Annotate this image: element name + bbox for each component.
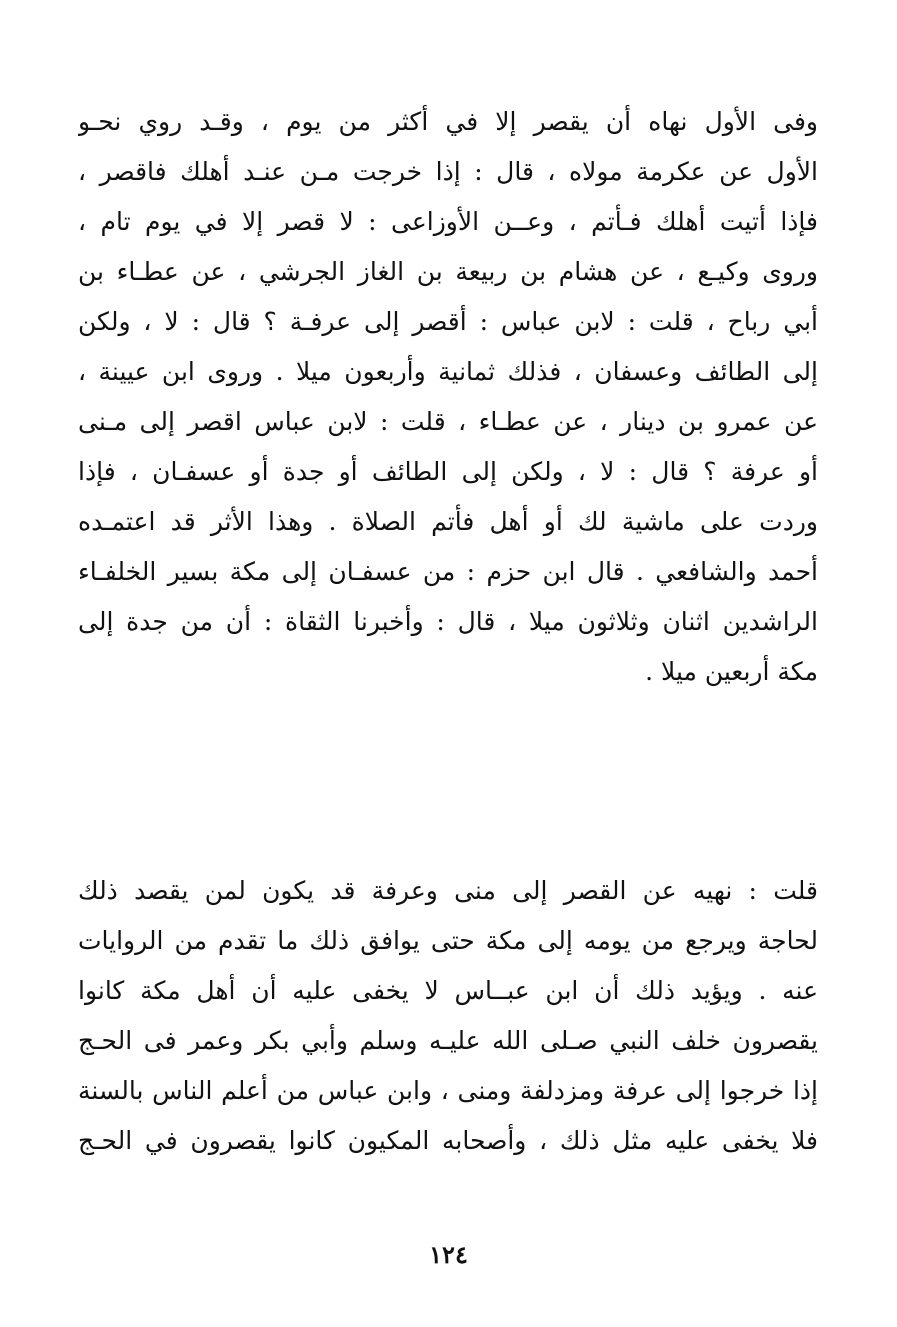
text-line: يقصرون خلف النبي صـلى الله عليـه وسلم وأبي بكر وعمر فى الحـج [78,1026,818,1055]
text-line: أحمد والشافعي . قال ابن حزم : من عسفـان إلى مكة بسير الخلفـاء [78,557,818,586]
text-line: مكة أربعين ميلا . [645,657,818,686]
text-line: إلى الطائف وعسفان ، فذلك ثمانية وأربعون ميلا . وروى ابن عيينة ، [78,357,818,386]
paragraph-1 [78,97,818,697]
text-line: الراشدين اثنان وثلاثون ميلا ، قال : وأخبرنا الثقاة : أن من جدة إلى [78,607,818,636]
text-line: وردت على ماشية لك أو أهل فأتم الصلاة . وهذا الأثر قد اعتمـده [78,507,818,536]
text-line: إذا خرجوا إلى عرفة ومزدلفة ومنى ، وابن عباس من أعلم الناس بالسنة [78,1076,818,1105]
page-number: ١٢٤ [429,1240,468,1269]
text-line: أو عرفة ؟ قال : لا ، ولكن إلى الطائف أو جدة أو عسفـان ، فإذا [78,457,818,486]
text-line: فلا يخفى عليه مثل ذلك ، وأصحابه المكيون كانوا يقصرون في الحـج [78,1126,818,1155]
text-line: عنه . ويؤيد ذلك أن ابن عبــاس لا يخفى عليه أن أهل مكة كانوا [78,976,818,1005]
text-line: فإذا أتيت أهلك فـأتم ، وعــن الأوزاعى : لا قصر إلا في يوم تام ، [78,207,818,236]
text-line: أبي رباح ، قلت : لابن عباس : أقصر إلى عرفـة ؟ قال : لا ، ولكن [78,307,818,336]
text-line: وروى وكيـع ، عن هشام بن ربيعة بن الغاز الجرشي ، عن عطـاء بن [78,257,818,286]
text-line: وفى الأول نهاه أن يقصر إلا في أكثر من يوم ، وقـد روي نحـو [78,107,818,136]
text-line: عن عمرو بن دينار ، عن عطـاء ، قلت : لابن عباس اقصر إلى مـنى [78,407,818,436]
text-line: لحاجة ويرجع من يومه إلى مكة حتى يوافق ذلك ما تقدم من الروايات [78,926,818,955]
text-line: الأول عن عكرمة مولاه ، قال : إذا خرجت مـن عنـد أهلك فاقصر ، [78,157,818,186]
paragraph-2 [78,866,818,1166]
text-line: قلت : نهيه عن القصر إلى منى وعرفة قد يكون لمن يقصد ذلك [78,876,818,905]
